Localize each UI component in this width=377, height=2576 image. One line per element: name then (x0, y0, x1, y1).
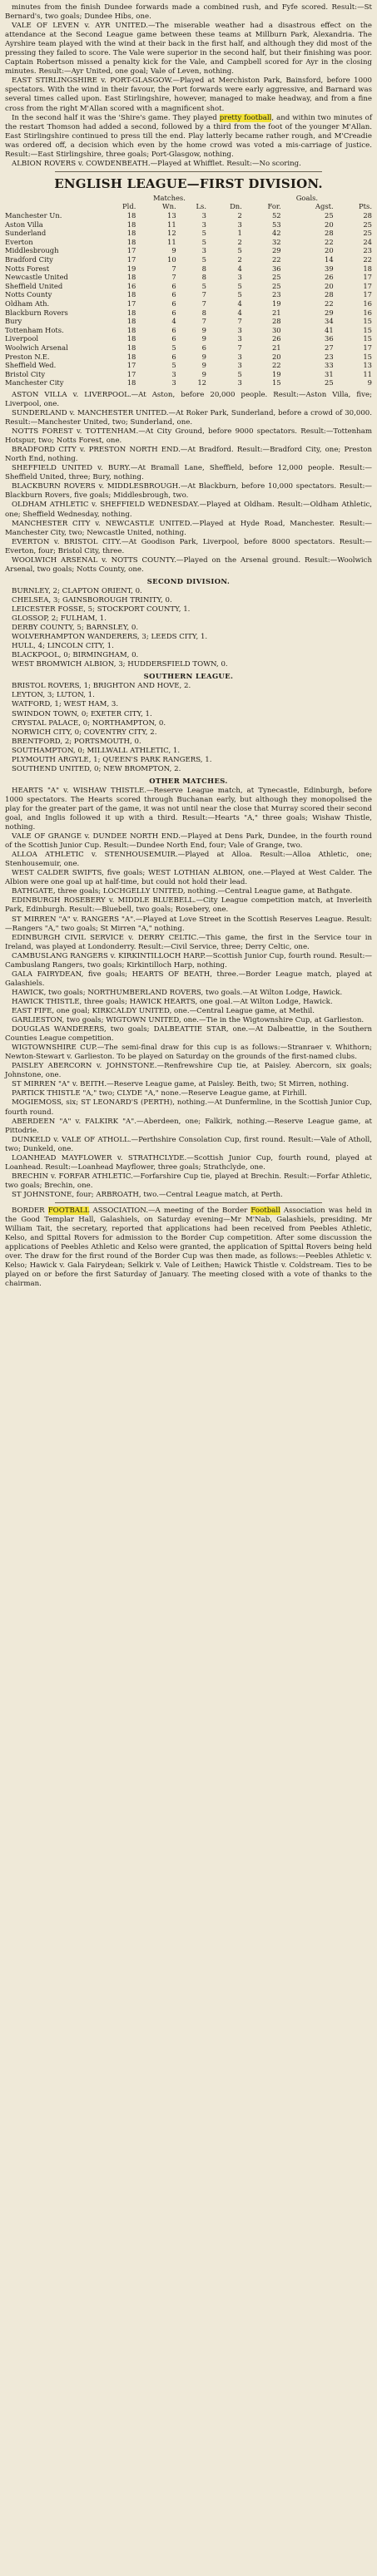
match-report: WOOLWICH ARSENAL v. NOTTS COUNTY.—Played on the Arsenal ground. Result:—Woolwich Arsenal, two goals; Notts County, one. (5, 555, 372, 574)
league-stat: 8 (201, 308, 206, 317)
league-table-row (5, 238, 372, 247)
league-table-row (5, 246, 372, 255)
league-stat: 11 (167, 237, 176, 246)
result-line: WATFORD, 1; WEST HAM, 3. (12, 700, 119, 709)
league-stat: 18 (126, 273, 136, 282)
league-table-row (5, 282, 372, 291)
league-group-header-row (5, 194, 372, 203)
league-stat: 18 (126, 352, 136, 361)
match-report: HAWICK THISTLE, three goals; HAWICK HEARTS, one goal.—At Wilton Lodge, Hawick. (12, 997, 333, 1006)
league-stat: 2 (237, 237, 242, 246)
league-stat: 7 (237, 343, 242, 352)
league-stat: 34 (325, 317, 334, 326)
league-stat: 21 (271, 308, 281, 317)
league-stat: 18 (126, 237, 136, 246)
match-report: CAMBUSLANG RANGERS v. KIRKINTILLOCH HARP.—Scottish Junior Cup, fourth round. Result:—Cambuslang Rangers, two goals; Kirkintilloch Harp, nothing. (5, 951, 372, 970)
league-stat: 9 (201, 325, 206, 334)
league-stat: 15 (271, 378, 281, 387)
league-table-body (5, 194, 372, 387)
result-line: BLACKPOOL, 0; BIRMINGHAM, 0. (12, 651, 139, 660)
article-paragraph: minutes from the finish Dundee forwards made a combined rush, and Fyfe scored. Result:—St Bernard's, two goals; Dundee Hibs, one. (5, 3, 372, 22)
league-stat: 12 (167, 229, 176, 238)
league-stat: 3 (201, 220, 206, 229)
league-stat: 5 (201, 255, 206, 264)
league-stat: 4 (237, 264, 242, 273)
match-report: GALA FAIRYDEAN, five goals; HEARTS OF BEATH, three.—Border League match, played at Galashiels. (5, 970, 372, 988)
league-stat: 15 (363, 325, 372, 334)
result-line: HULL, 4; LINCOLN CITY, 1. (12, 642, 114, 651)
league-table-row (5, 299, 372, 308)
second-division-results (5, 587, 372, 669)
league-stat: 6 (171, 325, 176, 334)
league-stat: 25 (271, 273, 281, 282)
league-table-row (5, 229, 372, 238)
league-stat: 3 (201, 246, 206, 255)
search-highlight: Football (251, 1206, 280, 1215)
club-name: Manchester City (5, 378, 64, 387)
league-stat: 3 (201, 211, 206, 220)
league-column-header: Ls. (196, 202, 206, 211)
match-report: PAISLEY ABERCORN v. JOHNSTONE.—Renfrewshire Cup tie, at Paisley. Abercorn, six goals; Johnstone, one. (5, 1062, 372, 1080)
league-stat: 6 (171, 308, 176, 317)
club-name: Liverpool (5, 334, 39, 343)
club-name: Blackburn Rovers (5, 308, 68, 317)
league-stat: 7 (201, 290, 206, 299)
league-stat: 19 (126, 264, 136, 273)
league-stat: 17 (363, 281, 372, 290)
league-stat: 9 (201, 361, 206, 370)
league-stat: 3 (237, 334, 242, 343)
match-report: ST MIRREN "A" v. BEITH.—Reserve League game, at Paisley. Beith, two; St Mirren, nothing. (12, 1080, 349, 1089)
league-stat: 18 (126, 343, 136, 352)
league-stat: 18 (126, 290, 136, 299)
league-stat: 5 (237, 369, 242, 378)
league-stat: 17 (126, 369, 136, 378)
result-line: PLYMOUTH ARGYLE, 1; QUEEN'S PARK RANGERS, 1. (12, 755, 212, 764)
league-stat: 11 (167, 220, 176, 229)
result-line: SOUTHAMPTON, 0; MILLWALL ATHLETIC, 1. (12, 746, 181, 755)
club-name: Aston Villa (5, 220, 43, 229)
league-stat: 4 (237, 308, 242, 317)
club-name: Notts Forest (5, 264, 50, 273)
result-line: WEST BROMWICH ALBION, 3; HUDDERSFIELD TOWN, 0. (12, 660, 228, 669)
league-table-row (5, 211, 372, 220)
league-stat: 17 (126, 299, 136, 308)
league-stat: 3 (237, 352, 242, 361)
league-table-row (5, 220, 372, 229)
league-table-row (5, 308, 372, 318)
league-stat: 7 (171, 273, 176, 282)
club-name: Sheffield United (5, 281, 63, 290)
league-stat: 22 (363, 255, 372, 264)
match-report: ST MIRREN "A" v. RANGERS "A".—Played at Love Street in the Scottish Reserves League. Result:—Rangers "A," two goals; St Mirren "A," nothing. (5, 915, 372, 933)
match-report: ASTON VILLA v. LIVERPOOL.—At Aston, before 20,000 people. Result:—Aston Villa, five; Liverpool, one. (5, 390, 372, 408)
match-report: EAST FIFE, one goal; KIRKCALDY UNITED, one.—Central League game, at Methil. (12, 1007, 315, 1015)
league-stat: 7 (237, 317, 242, 326)
league-stat: 32 (271, 237, 281, 246)
result-line: BRISTOL ROVERS, 1; BRIGHTON AND HOVE, 2. (12, 682, 191, 691)
league-stat: 28 (363, 211, 372, 220)
league-stat: 28 (271, 317, 281, 326)
league-stat: 13 (363, 361, 372, 370)
league-stat: 16 (126, 281, 136, 290)
league-stat: 23 (271, 290, 281, 299)
league-table-row (5, 326, 372, 335)
league-stat: 9 (171, 246, 176, 255)
league-stat: 7 (171, 264, 176, 273)
league-stat: 6 (171, 299, 176, 308)
club-name: Bradford City (5, 255, 53, 264)
match-report: BLACKBURN ROVERS v. MIDDLESBROUGH.—At Blackburn, before 10,000 spectators. Result:—Blackburn Rovers, five goals; Middlesbrough, two. (5, 482, 372, 501)
search-highlight: pretty football (219, 113, 272, 122)
article-paragraph: VALE OF LEVEN v. AYR UNITED.—The miserable weather had a disastrous effect on the attendance at the Second League game between these teams at Millburn Park, Alexandria. The Ayrshire team played with the wind at their back in the first half, and although they did most of the pressing they failed to score. The Vale were superior in the second half, but their finishing was poor. Captain Robertson missed a penalty kick for the Vale, and Campbell scored for Ayr in the closing minutes. Result:—Ayr United, one goal; Vale of Leven, nothing. (5, 22, 372, 76)
league-stat: 9 (201, 334, 206, 343)
result-line: SWINDON TOWN, 0; EXETER CITY, 1. (12, 709, 152, 718)
club-name: Middlesbrough (5, 246, 59, 255)
club-name: Everton (5, 237, 33, 246)
league-stat: 39 (325, 264, 334, 273)
match-report: EDINBURGH CIVIL SERVICE v. DERRY CELTIC.—This game, the first in the Service tour in Ireland, was played at Londonderry. Result:—Civil Service, three; Derry Celtic, one. (5, 933, 372, 951)
match-report: WEST CALDER SWIFTS, five goals; WEST LOTHIAN ALBION, one.—Played at West Calder. The Albion were one goal up at half-time, but could not hold their lead. (5, 869, 372, 887)
league-stat: 8 (201, 273, 206, 282)
match-report: BRADFORD CITY v. PRESTON NORTH END.—At Bradford. Result:—Bradford City, one; Preston North End, nothing. (5, 446, 372, 464)
match-report: SHEFFIELD UNITED v. BURY.—At Bramall Lane, Sheffield, before 12,000 people. Result:—Sheffield United, three; Bury, nothing. (5, 464, 372, 482)
league-column-header: Wn. (162, 202, 176, 211)
league-stat: 21 (271, 343, 281, 352)
section-heading-southern-league: SOUTHERN LEAGUE. (143, 672, 234, 681)
league-stat: 17 (363, 290, 372, 299)
league-column-header: For. (267, 202, 281, 211)
section-divider (55, 171, 322, 172)
league-stat: 20 (325, 281, 334, 290)
league-stat: 24 (363, 237, 372, 246)
league-stat: 22 (325, 237, 334, 246)
league-stat: 3 (237, 273, 242, 282)
section-heading-second-division: SECOND DIVISION. (146, 576, 231, 585)
league-stat: 3 (237, 378, 242, 387)
league-column-header: Pld. (122, 202, 136, 211)
league-stat: 5 (201, 281, 206, 290)
league-stat: 53 (271, 220, 281, 229)
league-stat: 5 (237, 246, 242, 255)
league-stat: 2 (237, 255, 242, 264)
club-name: Bury (5, 317, 22, 326)
club-name: Newcastle United (5, 273, 68, 282)
league-stat: 3 (171, 369, 176, 378)
league-stat: 20 (325, 220, 334, 229)
article-paragraph: EAST STIRLINGSHIRE v. PORT-GLASGOW.—Played at Merchiston Park, Bainsford, before 1000 spectators. With the wind in their favour, the Port forwards were early aggressive, and Barnard was several times called upon. East Stirlingshire, however, managed to make headway, and from a fine cross from the right M'Allan scored with a magnificent shot. (5, 76, 372, 113)
league-stat: 16 (363, 299, 372, 308)
match-report: VALE OF GRANGE v. DUNDEE NORTH END.—Played at Dens Park, Dundee, in the fourth round of the Scottish Junior Cup. Result:—Dundee North End, four; Vale of Grange, two. (5, 832, 372, 851)
match-report: DUNKELD v. VALE OF ATHOLL.—Perthshire Consolation Cup, first round. Result:—Vale of Atholl, two; Dunkeld, one. (5, 1135, 372, 1153)
league-stat: 18 (126, 325, 136, 334)
league-column-header: Pts. (359, 202, 372, 211)
league-stat: 18 (363, 264, 372, 273)
league-stat: 10 (167, 255, 176, 264)
league-stat: 23 (325, 352, 334, 361)
league-stat: 17 (363, 343, 372, 352)
match-report: MOGIEMOSS, six; ST LEONARD'S (PERTH), nothing.—At Dunfermline, in the Scottish Junior Cup, fourth round. (5, 1098, 372, 1117)
club-name: Tottenham Hots. (5, 325, 64, 334)
result-line: DERBY COUNTY, 5; BARNSLEY, 0. (12, 624, 139, 633)
league-stat: 28 (325, 229, 334, 238)
league-stat: 5 (237, 281, 242, 290)
match-report: PARTICK THISTLE "A," two; CLYDE "A," none.—Reserve League game, at Firhill. (12, 1089, 307, 1098)
match-report: DOUGLAS WANDERERS, two goals; DALBEATTIE STAR, one.—At Dalbeattie, in the Southern Counties League competition. (5, 1025, 372, 1044)
league-stat: 3 (171, 378, 176, 387)
match-report: NOTTS FOREST v. TOTTENHAM.—At City Ground, before 9000 spectators. Result:—Tottenham Hotspur, two; Notts Forest, one. (5, 427, 372, 446)
league-table-row (5, 255, 372, 264)
league-stat: 25 (271, 281, 281, 290)
league-stat: 15 (363, 352, 372, 361)
league-stat: 3 (237, 361, 242, 370)
league-stat: 4 (237, 299, 242, 308)
league-stat: 42 (271, 229, 281, 238)
league-stat: 26 (325, 273, 334, 282)
league-stat: 17 (126, 361, 136, 370)
result-line: LEICESTER FOSSE, 5; STOCKPORT COUNTY, 1. (12, 605, 191, 614)
club-name: Notts County (5, 290, 52, 299)
match-report: OLDHAM ATHLETIC v. SHEFFIELD WEDNESDAY.—Played at Oldham. Result:—Oldham Athletic, one; Sheffield Wednesday, nothing. (5, 501, 372, 519)
league-stat: 28 (325, 290, 334, 299)
match-report: WIGTOWNSHIRE CUP.—The semi-final draw for this cup is as follows:—Stranraer v. Whithorn; Newton-Stewart v. Garlieston. To be played on Saturday on the grounds of the first-named clubs. (5, 1044, 372, 1062)
match-report: HEARTS "A" v. WISHAW THISTLE.—Reserve League match, at Tynecastle, Edinburgh, before 1000 spectators. The Hearts scored through Buchanan early, but although they monopolised the play for the greater part of the game, it was not until near the close that Murray scored their second goal, and Inglis followed it up with a third. Result:—Hearts "A," three goals; Wishaw Thistle, nothing. (5, 786, 372, 832)
league-stat: 6 (171, 334, 176, 343)
article-paragraph-highlighted: In the second half it was the 'Shire's game. They played pretty football, and within two minutes of the restart Thomson had added a second, followed by a third from the foot of the younger M'Allan. East Stirlingshire continued to press till the end. Play latterly became rather rough, and M'Creadie was ordered off, a decision which even by the home crowd was voted a mis-carriage of justice. Result:—East Stirlingshire, three goals; Port-Glasgow, nothing. (5, 113, 373, 159)
match-report: LOANHEAD MAYFLOWER v. STRATHCLYDE.—Scottish Junior Cup, fourth round, played at Loanhead. Result:—Loanhead Mayflower, three goals; Strathclyde, one. (5, 1153, 372, 1172)
league-stat: 20 (325, 246, 334, 255)
league-stat: 9 (201, 369, 206, 378)
club-name: Woolwich Arsenal (5, 343, 68, 352)
match-report: HAWICK, two goals; NORTHUMBERLAND ROVERS, two goals.—At Wilton Lodge, Hawick. (12, 988, 343, 997)
league-table-row (5, 353, 372, 362)
league-stat: 18 (126, 220, 136, 229)
result-line: SOUTHEND UNITED, 0; NEW BROMPTON, 2. (12, 764, 181, 773)
league-stat: 29 (271, 246, 281, 255)
league-stat: 2 (237, 211, 242, 220)
match-report: EDINBURGH ROSEBERY v. MIDDLE BLUEBELL.—City League competition match, at Inverleith Park, Edinburgh. Result:—Bluebell, two goals; Rosebery, one. (5, 896, 372, 915)
league-stat: 18 (126, 211, 136, 220)
search-highlight: FOOTBALL (47, 1206, 90, 1215)
league-stat: 6 (171, 281, 176, 290)
league-table-row (5, 378, 372, 387)
club-name: Sunderland (5, 229, 47, 238)
match-report: ST JOHNSTONE, four; ARBROATH, two.—Central League match, at Perth. (12, 1190, 283, 1199)
league-stat: 13 (167, 211, 176, 220)
league-stat: 20 (271, 352, 281, 361)
league-stat: 23 (363, 246, 372, 255)
league-table-row (5, 273, 372, 282)
league-stat: 12 (197, 378, 206, 387)
league-table-row (5, 343, 372, 353)
match-report: SUNDERLAND v. MANCHESTER UNITED.—At Roker Park, Sunderland, before a crowd of 30,000. Result:—Manchester United, two; Sunderland, one. (5, 409, 372, 427)
club-name: Preston N.E. (5, 352, 50, 361)
match-report: ABERDEEN "A" v. FALKIRK "A".—Aberdeen, one; Falkirk, nothing.—Reserve League game, at Pittodrie. (5, 1117, 372, 1135)
english-results (5, 391, 372, 575)
league-stat: 4 (171, 317, 176, 326)
match-report: BATHGATE, three goals; LOCHGELLY UNITED, nothing.—Central League game, at Bathgate. (12, 887, 353, 896)
league-stat: 9 (201, 352, 206, 361)
league-stat: 17 (126, 246, 136, 255)
league-stat: 17 (126, 255, 136, 264)
league-stat: 16 (363, 308, 372, 317)
match-report: BRECHIN v. FORFAR ATHLETIC.—Forfarshire Cup tie, played at Brechin. Result:—Forfar Athletic, two goals; Brechin, one. (5, 1172, 372, 1190)
league-stat: 25 (363, 220, 372, 229)
result-line: WOLVERHAMPTON WANDERERS, 3; LEEDS CITY, 1. (12, 633, 208, 642)
club-name: Oldham Ath. (5, 299, 50, 308)
league-stat: 22 (271, 361, 281, 370)
section-divider (55, 1202, 322, 1203)
border-football-paragraph: BORDER FOOTBALL ASSOCIATION.—A meeting of the Border Football Association was held in the Good Templar Hall, Galashiels, on Saturday evening—Mr M'Nab, Galashiels, presiding. Mr William Tait, the secretary, reported that applications had been received from Peebles Athletic, Kelso, and Spittal Rovers for admission to the Border Cup competition. After some discussion the applications of Peebles Athletic and Kelso were granted, the application of Spittal Rovers being held over. The draw for the first round of the Border Cup was then made, as follows:—Peebles Athletic v. Kelso; Hawick v. Gala Fairydean; Selkirk v. Vale of Leithen; Hawick Thistle v. Coldstream. Ties to be played on or before the first Saturday of January. The meeting closed with a vote of thanks to the chairman. (5, 1206, 372, 1289)
league-table (5, 194, 372, 387)
club-name: Sheffield Wed. (5, 361, 57, 370)
league-stat: 5 (237, 290, 242, 299)
league-stat: 36 (271, 264, 281, 273)
league-column-header: Dn. (230, 202, 242, 211)
league-stat: 6 (171, 290, 176, 299)
league-stat: 18 (126, 308, 136, 317)
league-stat: 29 (325, 308, 334, 317)
league-stat: 25 (325, 211, 334, 220)
league-stat: 5 (201, 237, 206, 246)
league-table-row (5, 317, 372, 326)
result-line: BRENTFORD, 2; PORTSMOUTH, 0. (12, 737, 141, 746)
league-stat: 36 (325, 334, 334, 343)
league-table-row (5, 370, 372, 379)
league-stat: 18 (126, 378, 136, 387)
league-stat: 18 (126, 334, 136, 343)
league-stat: 9 (367, 378, 372, 387)
section-heading-other-matches: OTHER MATCHES. (149, 776, 228, 785)
league-stat: 8 (201, 264, 206, 273)
league-column-header: Agst. (315, 202, 334, 211)
league-stat: 5 (201, 229, 206, 238)
league-stat: 19 (271, 369, 281, 378)
club-name: Manchester Un. (5, 211, 62, 220)
other-match-reports (5, 787, 372, 1200)
league-stat: 7 (201, 299, 206, 308)
league-stat: 7 (201, 317, 206, 326)
league-stat: 31 (325, 369, 334, 378)
goals-group-header: Goals. (295, 193, 319, 202)
match-report: ALLOA ATHLETIC v. STENHOUSEMUIR.—Played at Alloa. Result:—Alloa Athletic, one; Stenhousemuir, one. (5, 851, 372, 869)
league-column-header-row (5, 202, 372, 211)
league-stat: 30 (271, 325, 281, 334)
league-table-row (5, 290, 372, 299)
section-heading-english-league: ENGLISH LEAGUE—FIRST DIVISION. (54, 175, 323, 191)
league-stat: 15 (363, 334, 372, 343)
result-line: CHELSEA, 3; GAINSBOROUGH TRINITY, 0. (12, 595, 172, 605)
result-line: BURNLEY, 2; CLAPTON ORIENT, 0. (12, 586, 142, 595)
league-table-row (5, 264, 372, 274)
league-stat: 1 (237, 229, 242, 238)
league-blank-cell (5, 194, 97, 203)
league-stat: 22 (271, 255, 281, 264)
league-stat: 26 (271, 334, 281, 343)
southern-league-results (5, 682, 372, 773)
league-table-row (5, 334, 372, 343)
result-line: NORWICH CITY, 0; COVENTRY CITY, 2. (12, 728, 157, 737)
matches-group-header: Matches. (152, 193, 186, 202)
league-stat: 25 (325, 378, 334, 387)
league-stat: 5 (171, 361, 176, 370)
league-stat: 3 (237, 325, 242, 334)
league-stat: 5 (171, 343, 176, 352)
league-stat: 19 (271, 299, 281, 308)
league-stat: 17 (363, 273, 372, 282)
league-stat: 18 (126, 317, 136, 326)
league-blank-cell (5, 202, 97, 211)
club-name: Bristol City (5, 369, 46, 378)
league-stat: 3 (237, 220, 242, 229)
match-report: GARLIESTON, two goals; WIGTOWN UNITED, one.—Tie in the Wigtownshire Cup, at Garlieston. (12, 1016, 365, 1025)
result-line: LEYTON, 3; LUTON, 1. (12, 691, 95, 700)
league-stat: 18 (126, 229, 136, 238)
league-stat: 15 (363, 317, 372, 326)
league-stat: 27 (325, 343, 334, 352)
league-stat: 6 (171, 352, 176, 361)
league-stat: 11 (363, 369, 372, 378)
league-stat: 22 (325, 299, 334, 308)
match-report: MANCHESTER CITY v. NEWCASTLE UNITED.—Played at Hyde Road, Manchester. Result:—Manchester City, two; Newcastle United, nothing. (5, 519, 372, 537)
league-stat: 14 (325, 255, 334, 264)
league-stat: 6 (201, 343, 206, 352)
result-line: GLOSSOP, 2; FULHAM, 1. (12, 614, 107, 624)
article-paragraph: ALBION ROVERS v. COWDENBEATH.—Played at Whifflet. Result:—No scoring. (12, 159, 301, 168)
match-report: EVERTON v. BRISTOL CITY.—At Goodison Park, Liverpool, before 8000 spectators. Result:—Everton, four; Bristol City, three. (5, 537, 372, 555)
league-stat: 33 (325, 361, 334, 370)
league-table-row (5, 361, 372, 370)
league-stat: 41 (325, 325, 334, 334)
league-stat: 25 (363, 229, 372, 238)
result-line: CRYSTAL PALACE, 0; NORTHAMPTON, 0. (12, 718, 166, 728)
league-stat: 52 (271, 211, 281, 220)
